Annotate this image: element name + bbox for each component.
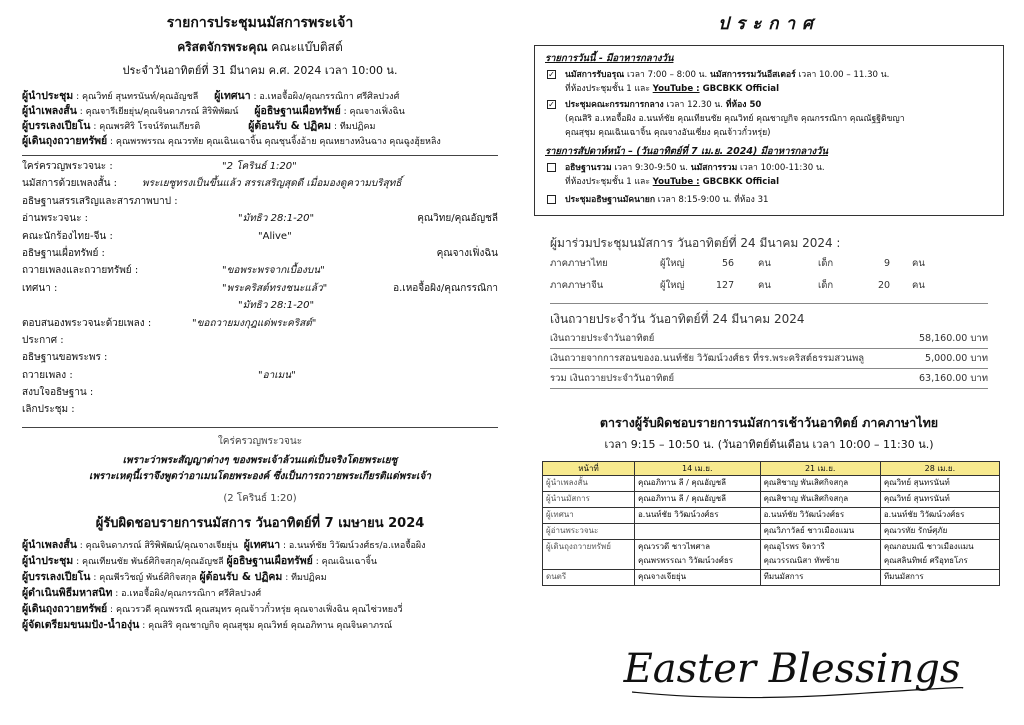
- order-item: อธิษฐานขอพระพร :: [22, 352, 108, 364]
- verse-reference: (2 โครินธ์ 1:20): [223, 492, 297, 504]
- verse-text: เพราะว่าพระสัญญาต่างๆ ของพระเจ้าล้วนแต่เป็นจริงโดยพระเยซู เพราะเหตุนี้เราจึงพูดว่าอาเมนโดยพระองค์ ซึ่งเป็นการถวายพระเกียรติแด่พระเจ้า: [89, 454, 431, 482]
- offering-heading: เงินถวายประจำวัน วันอาทิตย์ที่ 24 มีนาคม 2024: [550, 312, 805, 326]
- announcements-box: [534, 45, 1004, 216]
- order-item: เลิกประชุม :: [22, 404, 75, 416]
- roles-row: ผู้ดำเนินพิธีมหาสนิท : อ.เหอจื้อผิง/คุณกรรณิกา ศรีศิลปวงศ์: [22, 586, 262, 599]
- meditation-verse: [22, 434, 498, 506]
- service-date: ประจำวันอาทิตย์ที่ 31 มีนาคม ค.ศ. 2024 เวลา 10:00 น.: [122, 64, 398, 77]
- next-week-title: ผู้รับผิดชอบรายการนมัสการ วันอาทิตย์ที่ 7 เมษายน 2024: [95, 515, 425, 531]
- offering-row: เงินถวายจากการสอนของอ.นนท์ชัย วิวัฒน์วงศ์ธร ที่รร.พระคริสต์ธรรมสวนพลู 5,000.00 บาท: [550, 349, 988, 369]
- announcement-item: ✓ นมัสการรับอรุณ เวลา 7:00 – 8:00 น. นมัสการรรมวันอีสเตอร์ เวลา 10.00 – 11.30 น. ที่ห้องประชุมชั้น 1 และ YouTube : GBCBKK Official: [548, 70, 890, 94]
- roles-list: [22, 89, 498, 149]
- service-program: [22, 10, 498, 634]
- table-row: ผู้นำนมัสการ คุณอภิทาน ลี / คุณอัญชลี คุณสิชาญ พันเสิศกิจสกุล คุณวิทย์ สุนทรนันท์: [543, 492, 1000, 508]
- announcements: [534, 10, 1004, 586]
- roles-row: ผู้บรรเลงเปียโน : คุณพีรวิชญ์ พันธ์ศิกิจสกุล ผู้ต้อนรับ & ปฏิคม : ทีมปฏิคม: [22, 570, 327, 583]
- offering-section: [534, 310, 1004, 389]
- roles-row: ผู้บรรเลงเปียโน : คุณพรศิริ โรจน์รัตนเกียรติ ผู้ต้อนรับ & ปฏิคม : ทีมปฏิคม: [22, 120, 376, 132]
- roles-row: ผู้เดินถุงถวายทรัพย์ : คุณพรพรรณ คุณวรทัย คุณเฉินเฉาจิ้น คุณชุนจิ้งอ้าย คุณหยางหงินฉาง คุณฉูงฮุ้ยหลิง: [22, 135, 441, 147]
- roles-row: ผู้นำเพลงสั้น : คุณจารีเยียยุ่น/คุณจินดาภรณ์ สิริพิพัฒน์ ผู้อธิษฐานเผื่อทรัพย์ : คุณจางเฟิ่งฉิน: [22, 105, 405, 117]
- order-item: คณะนักร้องไทย-จีน : "Alive": [22, 230, 292, 242]
- order-item: อ่านพระวจนะ : "มัทธิว 28:1-20" คุณวิทย/คุณอัญชลี: [22, 213, 498, 225]
- youtube-link[interactable]: YouTube :: [652, 177, 700, 187]
- easter-blessings-logo: [612, 628, 972, 708]
- order-item: ตอบสนองพระวจนะด้วยเพลง : "ขอถวายมงกุฎแด่พระคริสต์": [22, 317, 317, 329]
- table-row: ผู้เทศนา อ.นนท์ชัย วิวัฒน์วงศ์ธร อ.นนท์ชัย วิวัฒน์วงศ์ธร อ.นนท์ชัย วิวัฒน์วงศ์ธร: [543, 508, 1000, 524]
- program-title: รายการประชุมนมัสการพระเจ้า: [166, 15, 354, 31]
- roles-row: ผู้นำประชุม : คุณวิทย์ สุนทรนันท์/คุณอัญชลี ผู้เทศนา : อ.เหอจื้อผิง/คุณกรรณิกา ศรีศิลปวงศ์: [22, 90, 400, 102]
- verse-heading: ใคร่ครวญพระวจนะ: [217, 435, 303, 447]
- church-name: คริสตจักรพระคุณ คณะแบ๊บติสต์: [177, 40, 343, 54]
- order-item: ใคร่ครวญพระวจนะ : "2 โครินธ์ 1:20": [22, 161, 297, 172]
- checkbox-checked-icon: ✓: [548, 70, 555, 79]
- table-row: ผู้อ่านพระวจนะ คุณวิภาวัลย์ ชาวเมืองแมน คุณวรทัย รักษ์ศุภัย: [543, 524, 1000, 540]
- schedule-title: ตารางผู้รับผิดชอบรายการนมัสการเช้าวันอาทิตย์ ภาคภาษาไทย: [599, 415, 939, 430]
- order-item: "มัทธิว 28:1-20": [238, 300, 315, 312]
- order-item: ประกาศ :: [22, 334, 64, 346]
- attendance-row: ภาคภาษาจีน ผู้ใหญ่ 127 คน เด็ก 20 คน: [550, 280, 925, 291]
- offering-row: เงินถวายประจำวันอาทิตย์ 58,160.00 บาท: [550, 329, 988, 349]
- roles-row: ผู้นำเพลงสั้น : คุณจินดาภรณ์ สิริพิพัฒน์/คุณจางเจียยุ่น ผู้เทศนา : อ.นนท์ชัย วิวัฒน์วงศ์ธร/อ.เหอจื้อผิง: [22, 538, 426, 551]
- roles-row: ผู้นำประชุม : คุณเทียนชัย พันธ์ศิกิจสกุล/คุณอัญชลี ผู้อธิษฐานเผื่อทรัพย์ : คุณเฉินเฉาจิ้น: [22, 554, 378, 567]
- announcement-item: อธิษฐานรวม เวลา 9:30-9:50 น. นมัสการรวม เวลา 10:00-11:30 น. ที่ห้องประชุมชั้น 1 และ YouTube : GBCBKK Official: [545, 161, 993, 189]
- order-item: ถวายเพลง : "อาเมน": [22, 369, 296, 381]
- roles-row: ผู้เดินถุงถวายทรัพย์ : คุณวรวดี คุณพรรณี คุณสมุทร คุณจ้าวกั๋วหรุ่ย คุณจางเฟิ่งฉิน คุณไซ่วหยงวี่: [22, 602, 403, 615]
- svg-text:Easter Blessings: Easter Blessings: [623, 646, 961, 692]
- schedule-subtitle: เวลา 9:15 – 10:50 น. (วันอาทิตย์ต้นเดือน เวลา 10:00 – 11:30 น.): [604, 438, 934, 451]
- order-item: สงบใจอธิษฐาน :: [22, 387, 94, 399]
- next-week-heading: รายการสัปดาห์หน้า – (วันอาทิตย์ที่ 7 เม.ย. 2024) มีอาหารกลางวัน: [545, 146, 829, 157]
- table-row: ดนตรี คุณจางเจียยุ่น ทีมนมัสการ ทีมนมัสการ: [543, 570, 1000, 586]
- announcements-title: ประกาศ: [718, 14, 820, 34]
- today-heading: รายการวันนี้ - มีอาหารกลางวัน: [545, 53, 674, 64]
- divider: [22, 427, 498, 428]
- next-week-roles: [22, 538, 498, 634]
- offering-row: รวม เงินถวายประจำวันอาทิตย์ 63,160.00 บาท: [550, 369, 988, 389]
- table-header-row: หน้าที่ 14 เม.ย. 21 เม.ย. 28 เม.ย.: [543, 462, 1000, 476]
- attendance-row: ภาคภาษาไทย ผู้ใหญ่ 56 คน เด็ก 9 คน: [550, 258, 925, 269]
- checkbox-empty-icon: [547, 163, 556, 172]
- order-item: ถวายเพลงและถวายทรัพย์ : "ขอพระพรจากเบื้องบน": [22, 265, 325, 277]
- order-item: อธิษฐานสรรเสริญและสารภาพบาป :: [22, 195, 178, 207]
- table-row: ผู้เดินถุงถวายทรัพย์ คุณวรวดี ชาวไพศาล คุณพรพรรณา วิวัฒน์วงศ์ธร คุณอุไรพร จิตวารี คุณวรรณนิสา ทัพซ้าย คุณกอบมณี ชาวเมืองแมน คุณสลินทิพย์ ศรีอุทธโภร: [543, 540, 1000, 570]
- roles-row: ผู้จัดเตรียมขนมปัง-น้ำองุ่น : คุณสิริ คุณชาญกิจ คุณสุชุม คุณวิทย์ คุณอภิทาน คุณจินดาภรณ์: [22, 618, 393, 631]
- order-item: อธิษฐานเผื่อทรัพย์ : คุณจางเฟิ่งฉิน: [22, 247, 498, 259]
- youtube-link[interactable]: YouTube :: [652, 84, 700, 94]
- order-item: เทศนา : "พระคริสต์ทรงชนะแล้ว" อ.เหอจื้อผิง/คุณกรรณิกา: [22, 282, 498, 294]
- order-of-service: [22, 158, 498, 419]
- announcement-item: ✓ ประชุมคณะกรรมการกลาง เวลา 12.30 น. ที่ห้อง 50 (คุณสิริ อ.เหอจื้อผิง อ.นนท์ชัย คุณเทียนชัย คุณวิทย์ คุณชาญกิจ คุณกรรณิกา คุณณัฐฐิติขญา คุณสุชุม คุณเฉินเฉาจิ้น คุณจางอันเซี่ยง คุณจ้าวกั๋วหรุ่ย): [548, 100, 905, 138]
- checkbox-empty-icon: [547, 195, 556, 204]
- announcement-item: ประชุมอธิษฐานมัคนายก เวลา 8:15-9:00 น. ที่ห้อง 31: [545, 193, 993, 207]
- divider: [22, 155, 498, 156]
- order-item: นมัสการด้วยเพลงสั้น : พระเยซูทรงเป็นขึ้นแล้ว สรรเสริญสุดดี เมื่อมองดูความบริสุทธิ์: [22, 178, 402, 190]
- schedule-table: [542, 461, 1000, 586]
- divider: [550, 303, 988, 304]
- attendance-heading: ผู้มาร่วมประชุมนมัสการ วันอาทิตย์ที่ 24 มีนาคม 2024 :: [550, 236, 841, 250]
- table-row: ผู้นำเพลงสั้น คุณอภิทาน ลี / คุณอัญชลี คุณสิชาญ พันเสิศกิจสกุล คุณวิทย์ สุนทรนันท์: [543, 476, 1000, 492]
- checkbox-checked-icon: ✓: [548, 100, 555, 109]
- attendance-section: [534, 234, 1004, 297]
